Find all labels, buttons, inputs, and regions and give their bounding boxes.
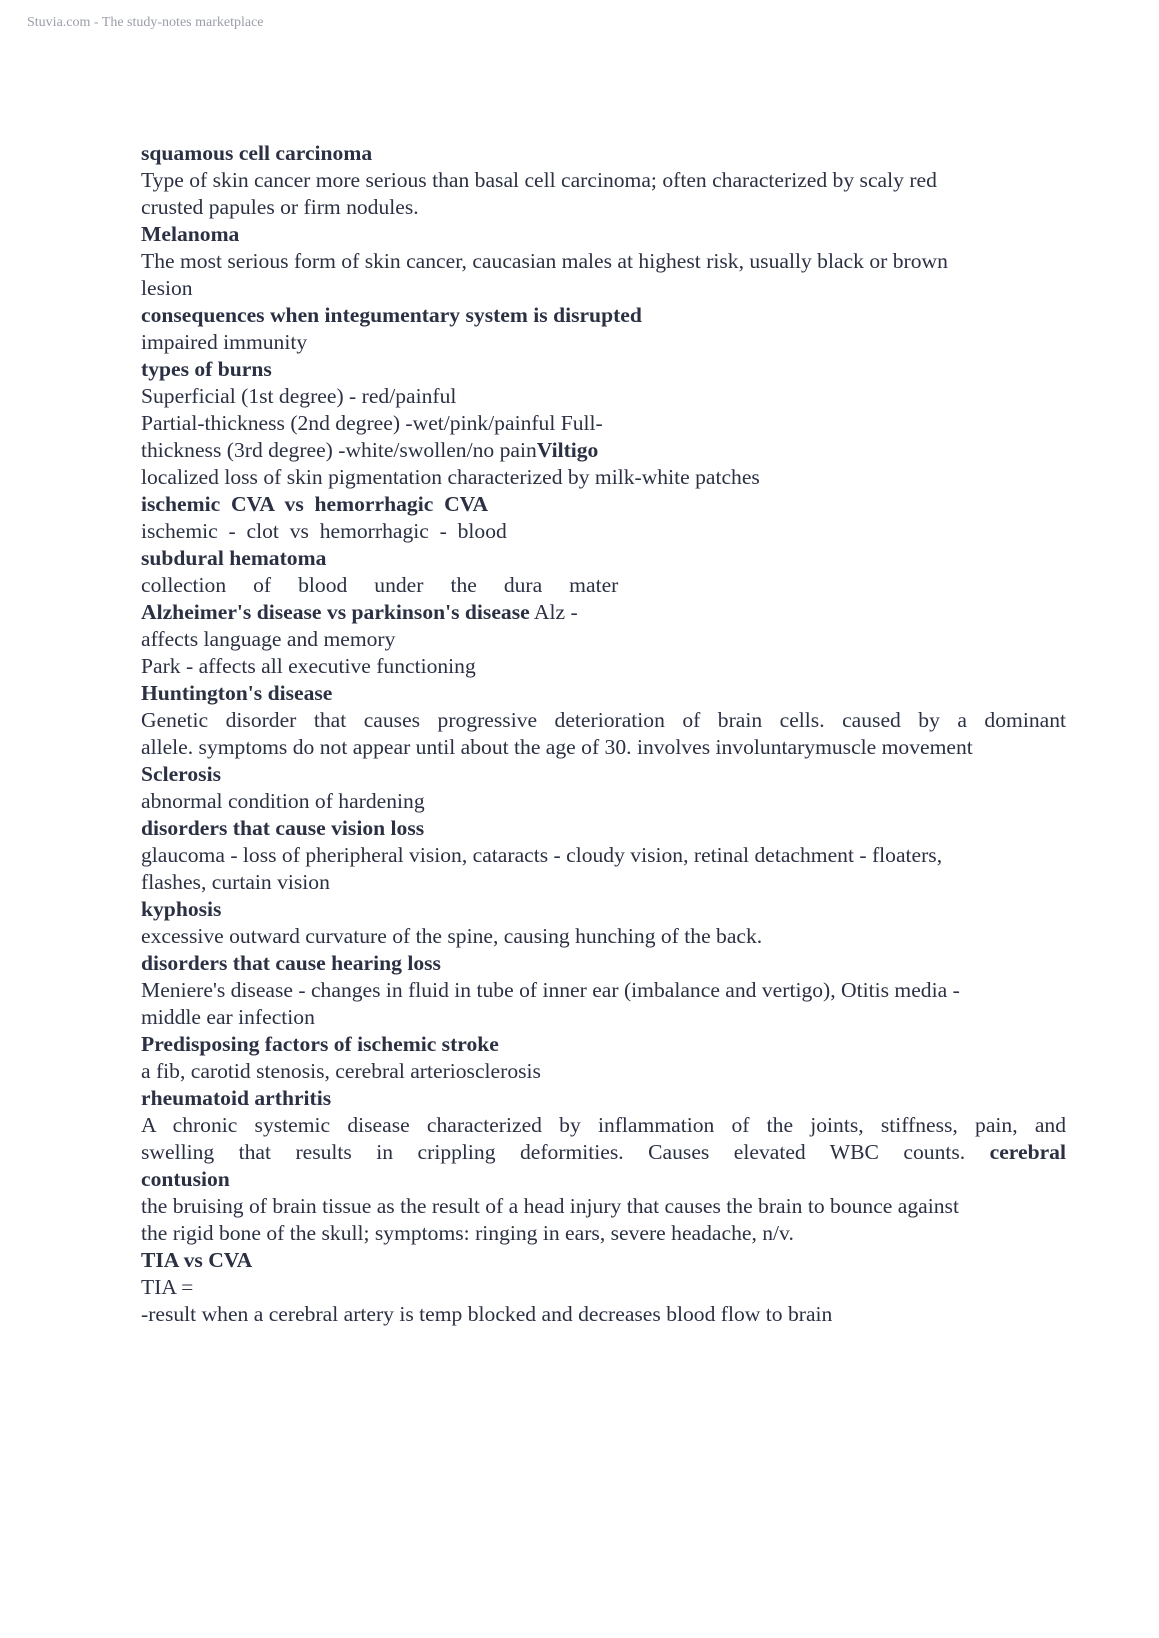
term-text: disorders that cause vision loss [141,816,425,840]
definition-text: Superficial (1st degree) - red/painful [141,384,457,408]
definition-text: a fib, carotid stenosis, cerebral arteriosclerosis [141,1059,541,1083]
note-definition-line [141,1220,1066,1247]
definition-text: affects language and memory [141,627,396,651]
definition-text: the bruising of brain tissue as the result of a head injury that causes the brain to bounce against [141,1194,959,1218]
term-text: kyphosis [141,897,222,921]
note-definition-line [141,194,1066,221]
note-definition-line [141,437,1066,464]
term-text: ischemic CVA vs hemorrhagic CVA [141,492,489,516]
term-text: Alzheimer's disease vs parkinson's disease [141,600,530,624]
note-term-heading [141,1247,1066,1274]
note-term-heading [141,950,1066,977]
note-term-heading [141,140,1066,167]
term-text: contusion [141,1167,230,1191]
definition-text: The most serious form of skin cancer, caucasian males at highest risk, usually black or brown [141,249,948,273]
definition-text: A chronic systemic disease characterized by inflammation of the joints, stiffness, pain, and [141,1113,1066,1137]
definition-text: Genetic disorder that causes progressive deterioration of brain cells. caused by a dominant [141,708,1066,732]
note-definition-line [141,518,1066,545]
definition-text: Partial-thickness (2nd degree) -wet/pink/painful Full- [141,411,603,435]
definition-text: -result when a cerebral artery is temp blocked and decreases blood flow to brain [141,1302,833,1326]
watermark-text: Stuvia.com - The study-notes marketplace [27,15,264,30]
definition-text: allele. symptoms do not appear until about the age of 30. involves involuntarymuscle movement [141,735,973,759]
note-term-heading [141,599,1066,626]
note-definition-line [141,572,1066,599]
note-term-heading [141,680,1066,707]
definition-text: TIA = [141,1275,194,1299]
note-definition-line [141,383,1066,410]
note-term-heading [141,356,1066,383]
definition-text: flashes, curtain vision [141,870,330,894]
note-term-heading [141,1166,1066,1193]
study-notes-body [141,140,1066,1328]
note-definition-line [141,275,1066,302]
term-text: squamous cell carcinoma [141,141,373,165]
definition-text: ischemic - clot vs hemorrhagic - blood [141,519,507,543]
definition-text: lesion [141,276,193,300]
term-text: Viltigo [536,438,599,462]
term-text: disorders that cause hearing loss [141,951,441,975]
note-definition-line [141,1112,1066,1139]
definition-text: crusted papules or firm nodules. [141,195,419,219]
term-text: Huntington's disease [141,681,333,705]
definition-text: abnormal condition of hardening [141,789,425,813]
note-definition-line [141,329,1066,356]
note-definition-line [141,1274,1066,1301]
term-text: Sclerosis [141,762,221,786]
definition-text: localized loss of skin pigmentation characterized by milk-white patches [141,465,760,489]
note-term-heading [141,1031,1066,1058]
definition-text: collection of blood under the dura mater [141,573,619,597]
note-term-heading [141,491,1066,518]
definition-text: Park - affects all executive functioning [141,654,476,678]
note-definition-line [141,1193,1066,1220]
note-definition-line [141,707,1066,734]
definition-text: excessive outward curvature of the spine, causing hunching of the back. [141,924,763,948]
term-text: rheumatoid arthritis [141,1086,332,1110]
note-definition-line [141,167,1066,194]
definition-text: the rigid bone of the skull; symptoms: ringing in ears, severe headache, n/v. [141,1221,794,1245]
definition-text: swelling that results in crippling deformities. Causes elevated WBC counts. [141,1140,966,1164]
note-definition-line [141,626,1066,653]
note-term-heading [141,545,1066,572]
note-definition-line [141,410,1066,437]
definition-text: Type of skin cancer more serious than basal cell carcinoma; often characterized by scaly red [141,168,937,192]
note-term-heading [141,302,1066,329]
definition-text: middle ear infection [141,1005,315,1029]
note-definition-line [141,923,1066,950]
note-definition-line [141,869,1066,896]
term-text: Predisposing factors of ischemic stroke [141,1032,499,1056]
note-definition-line [141,1058,1066,1085]
note-definition-line [141,977,1066,1004]
term-text: types of burns [141,357,272,381]
note-definition-line [141,248,1066,275]
definition-text: impaired immunity [141,330,308,354]
term-text: cerebral [989,1140,1066,1164]
term-text: Melanoma [141,222,240,246]
note-definition-line [141,464,1066,491]
note-definition-line [141,842,1066,869]
term-text: consequences when integumentary system is disrupted [141,303,642,327]
note-definition-line [141,788,1066,815]
note-definition-line [141,1004,1066,1031]
definition-text: Meniere's disease - changes in fluid in tube of inner ear (imbalance and vertigo), Otitis media - [141,978,960,1002]
note-term-heading [141,761,1066,788]
term-text: TIA vs CVA [141,1248,253,1272]
term-text: subdural hematoma [141,546,327,570]
note-definition-line [141,1301,1066,1328]
note-term-heading [141,815,1066,842]
note-term-heading [141,221,1066,248]
note-definition-line [141,734,1066,761]
note-definition-line [141,1139,1066,1166]
note-term-heading [141,896,1066,923]
definition-text: glaucoma - loss of pheripheral vision, cataracts - cloudy vision, retinal detachment - floaters, [141,843,943,867]
definition-text: thickness (3rd degree) -white/swollen/no pain [141,438,537,462]
definition-text: Alz - [529,600,578,624]
note-term-heading [141,1085,1066,1112]
note-definition-line [141,653,1066,680]
